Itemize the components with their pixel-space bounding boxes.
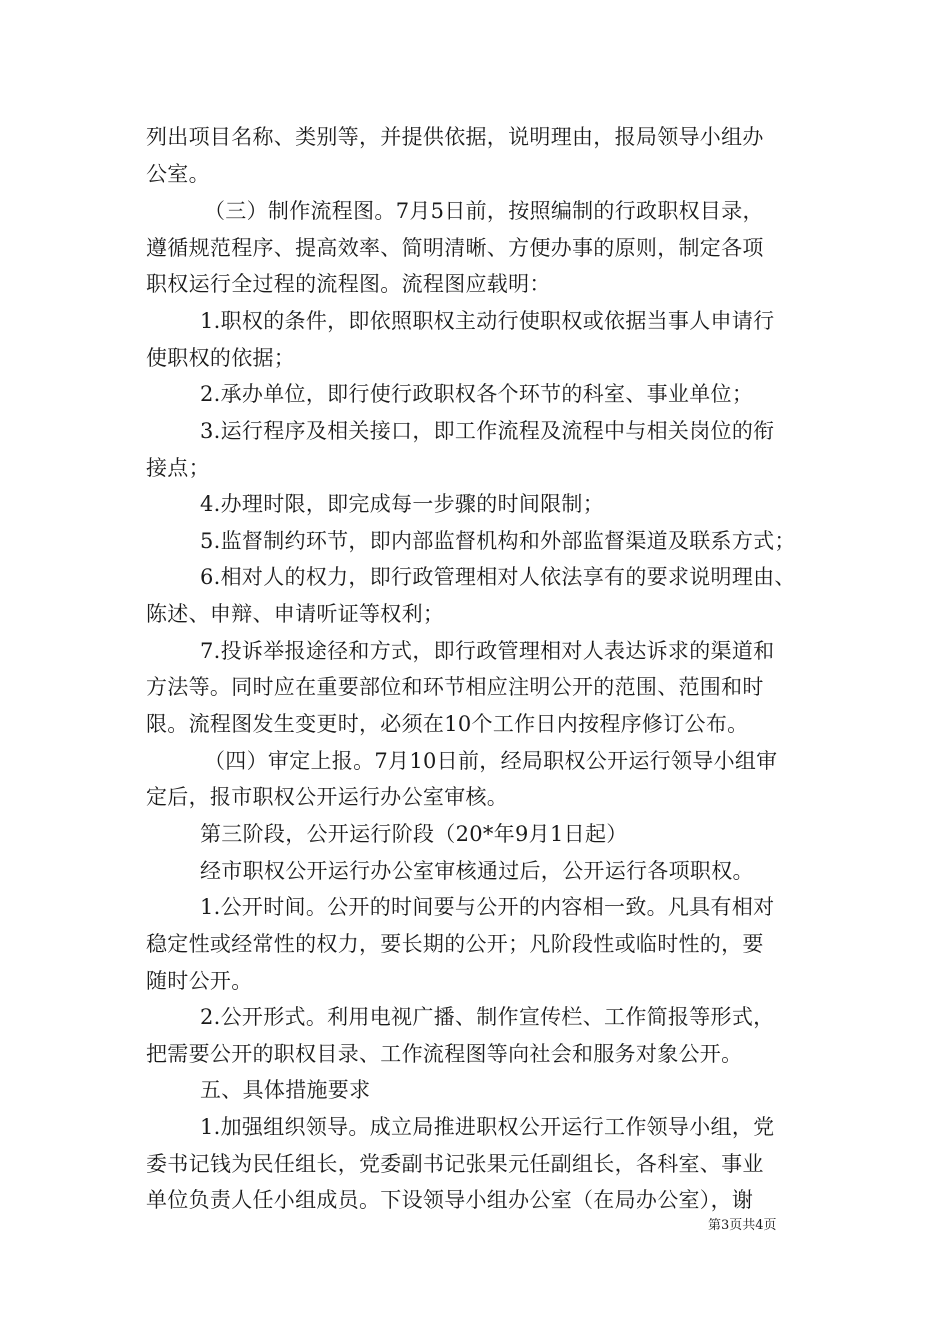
text-line: 遵循规范程序、提高效率、简明清晰、方便办事的原则，制定各项 xyxy=(146,236,764,260)
text-line: 使职权的依据； xyxy=(146,346,296,370)
text-line: （四）审定上报。7月10日前，经局职权公开运行领导小组审 xyxy=(204,749,778,773)
text-line: 接点； xyxy=(146,456,210,480)
page-number: 第3页共4页 xyxy=(708,1218,777,1233)
text-line: 公室。 xyxy=(146,162,210,186)
text-line: 随时公开。 xyxy=(146,969,253,993)
text-line: 2.公开形式。利用电视广播、制作宣传栏、工作简报等形式， xyxy=(200,1005,775,1029)
text-line: 方法等。同时应在重要部位和环节相应注明公开的范围、范围和时 xyxy=(146,675,764,699)
text-line: 限。流程图发生变更时，必须在10个工作日内按程序修订公布。 xyxy=(146,712,749,736)
text-line: 陈述、申辩、申请听证等权利； xyxy=(146,602,445,626)
text-line: 1.公开时间。公开的时间要与公开的内容相一致。凡具有相对 xyxy=(200,895,775,919)
text-line: 4.办理时限，即完成每一步骤的时间限制； xyxy=(200,492,605,516)
text-line: 7.投诉举报途径和方式，即行政管理相对人表达诉求的渠道和 xyxy=(200,639,775,663)
text-line: 列出项目名称、类别等，并提供依据，说明理由，报局领导小组办 xyxy=(146,125,764,149)
text-line: 1.职权的条件，即依照职权主动行使职权或依据当事人申请行 xyxy=(200,309,775,333)
text-line: 6.相对人的权力，即行政管理相对人依法享有的要求说明理由、 xyxy=(200,565,796,589)
text-line: 1.加强组织领导。成立局推进职权公开运行工作领导小组，党 xyxy=(200,1115,775,1139)
text-line: 5.监督制约环节，即内部监督机构和外部监督渠道及联系方式； xyxy=(200,529,796,553)
text-line: 稳定性或经常性的权力，要长期的公开；凡阶段性或临时性的，要 xyxy=(146,932,764,956)
text-line: 2.承办单位，即行使行政职权各个环节的科室、事业单位； xyxy=(200,382,754,406)
text-line: 把需要公开的职权目录、工作流程图等向社会和服务对象公开。 xyxy=(146,1042,743,1066)
text-line: 3.运行程序及相关接口，即工作流程及流程中与相关岗位的衔 xyxy=(200,419,775,443)
text-line: 经市职权公开运行办公室审核通过后，公开运行各项职权。 xyxy=(200,859,754,883)
text-line: 定后，报市职权公开运行办公室审核。 xyxy=(146,785,509,809)
text-line: 委书记钱为民任组长，党委副书记张果元任副组长，各科室、事业 xyxy=(146,1152,764,1176)
text-line: 职权运行全过程的流程图。流程图应载明： xyxy=(146,272,551,296)
text-line: 第三阶段，公开运行阶段（20*年9月1日起） xyxy=(200,822,628,846)
text-line: 单位负责人任小组成员。下设领导小组办公室（在局办公室），谢 xyxy=(146,1188,754,1212)
text-line: （三）制作流程图。7月5日前，按照编制的行政职权目录， xyxy=(204,199,764,223)
section-heading: 五、具体措施要求 xyxy=(200,1078,371,1102)
